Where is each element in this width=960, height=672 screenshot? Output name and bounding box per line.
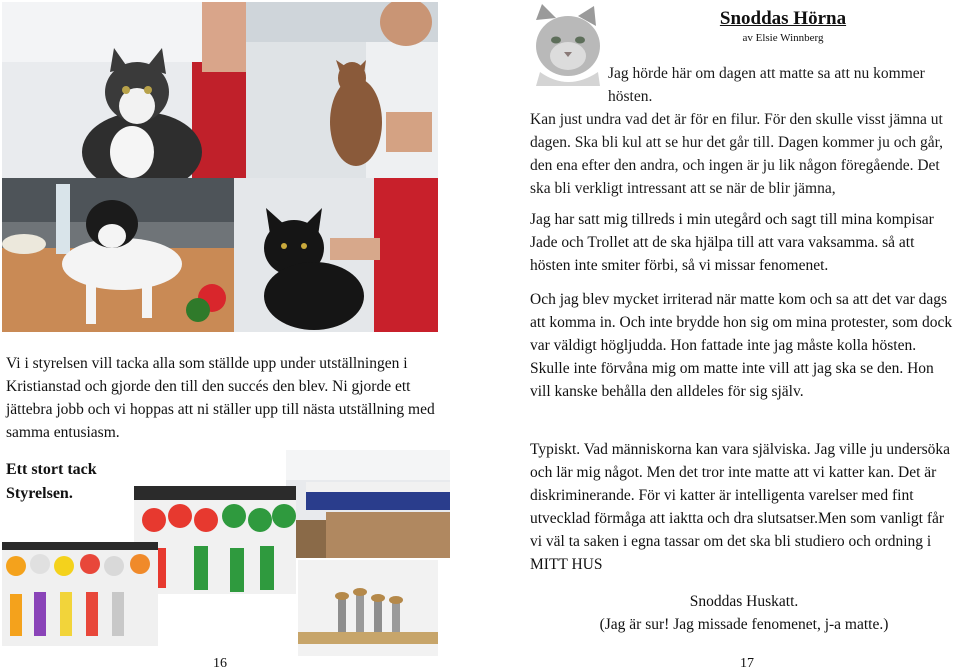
page-number-right: 17 — [740, 656, 754, 671]
paragraph-4: Typiskt. Vad människorna kan vara själviska. Jag ville ju undersöka och lär mig något. Men det tror inte matte att vi katter kan. Det är diskriminerande. För vi katter är intelligenta varelser med fint utvecklad förmåga att iaktta och dra slutsatser.Men som vanligt får vi väl ta saken i egna tassar om det ska bli studiero och ordning i MITT HUS — [530, 441, 951, 573]
signoff-line-1: Ett stort tack — [6, 461, 97, 478]
page-number-left: 16 — [213, 656, 227, 671]
closing-signature — [530, 590, 958, 636]
paragraph-3: Och jag blev mycket irriterad när matte kom och sa att det var dags att komma in. Och inte brydde hon sig om mina protester, som dock var väldigt högljudda. Hon fattade inte jag måste kolla hösten. Skulle inte förvåna mig om matte inte vill att jag ska se den. Hon vill kanske behålla den alldeles för sig själv. — [530, 291, 953, 400]
paragraph-1-first: Jag hörde här om dagen att matte sa att nu kommer hösten. — [608, 65, 925, 105]
right-page — [480, 0, 960, 672]
closing-line-1: Snoddas Huskatt. — [689, 593, 799, 610]
paragraph-1-rest: Kan just undra vad det är för en filur. För den skulle visst jämna ut dagen. Ska bli kul att se hur det går till. Dagen kommer ju och går, den ena efter den andra, och ingen är ju lik någon föregående. Det ska bli verkligt intressant att se när de blir jämna, — [530, 111, 944, 197]
photo-trophies — [298, 560, 438, 656]
signoff-line-2: Styrelsen. — [6, 485, 73, 502]
photo-exhibition-hall — [286, 450, 450, 558]
thanks-text: Vi i styrelsen vill tacka alla som ställde upp under utställningen i Kristianstad och gjorde den till den succés den blev. Ni gjorde ett jättebra jobb och vi hoppas att ni ställer upp till nästa utställning med samma entusiasm. — [6, 355, 435, 441]
photo-rosettes-colored — [2, 542, 158, 646]
photo-black-cat — [234, 178, 438, 332]
article-title: Snoddas Hörna — [719, 8, 847, 29]
photo-rex-cat — [246, 2, 438, 178]
photo-rosettes-green — [134, 486, 296, 594]
signoff — [6, 458, 97, 506]
closing-line-2: (Jag är sur! Jag missade fenomenet, j-a matte.) — [599, 616, 889, 633]
photo-gray-white-cat — [2, 2, 246, 178]
paragraph-1 — [530, 62, 958, 200]
paragraph-2: Jag har satt mig tillreds i min utegård och sagt till mina kompisar Jade och Trollet att de ska hjälpa till att vara vaksamma. så att hösten inte smiter förbi, så vi missar fenomenet. — [530, 211, 934, 274]
article-author: av Elsie Winnberg — [742, 32, 824, 44]
photo-black-white-cat — [2, 178, 234, 332]
article-header — [680, 8, 886, 44]
